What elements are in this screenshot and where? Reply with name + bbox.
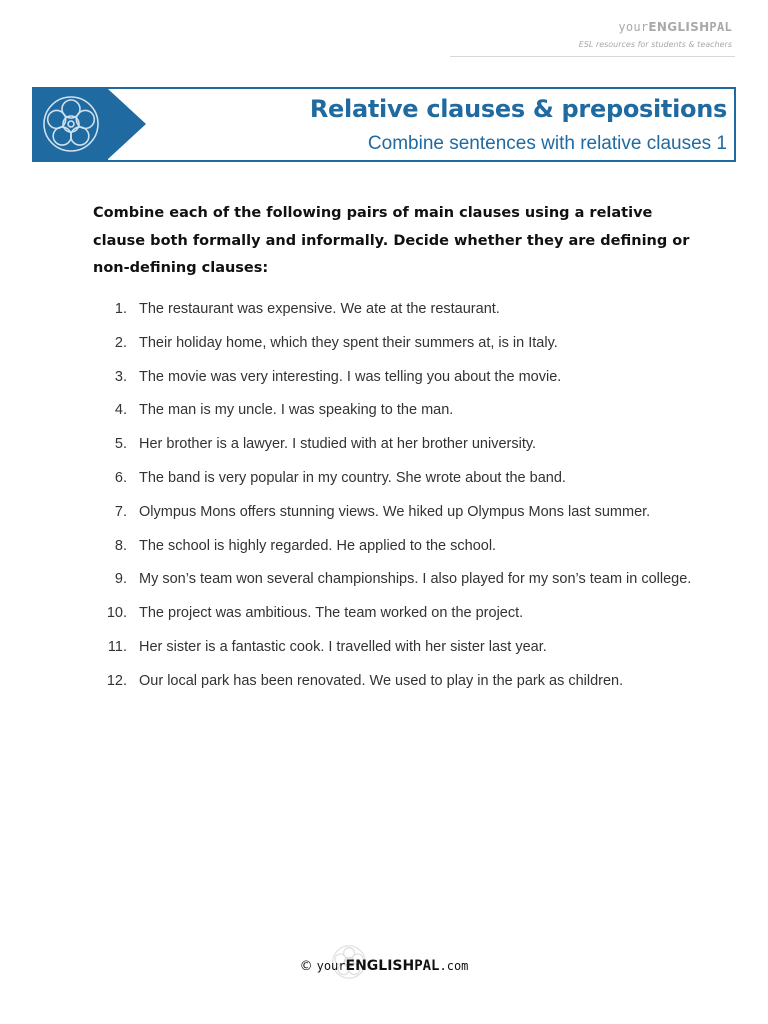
header-divider: [450, 56, 735, 57]
question-item: [93, 365, 693, 390]
question-item: [93, 466, 693, 491]
question-text: The man is my uncle. I was speaking to the man.: [139, 402, 454, 419]
page-title: Relative clauses & prepositions: [309, 95, 727, 123]
question-number: 12.: [106, 672, 127, 689]
question-text: The school is highly regarded. He applied to the school.: [139, 537, 497, 554]
question-text: The project was ambitious. The team worked on the project.: [139, 605, 524, 622]
header-brand: [579, 20, 732, 49]
question-number: 2.: [114, 334, 127, 351]
question-text: The band is very popular in my country. She wrote about the band.: [139, 469, 566, 486]
footer-copyright: [0, 958, 768, 974]
question-number: 10.: [106, 605, 127, 622]
question-text: Her sister is a fantastic cook. I travelled with her sister last year.: [139, 638, 547, 655]
question-text: The restaurant was expensive. We ate at the restaurant.: [139, 301, 500, 317]
question-item: [93, 669, 693, 694]
question-list: [93, 297, 693, 703]
question-number: 1.: [114, 301, 127, 317]
question-number: 6.: [114, 469, 127, 486]
brand-english: ENGLISH: [648, 20, 710, 34]
banner-emblem-panel: [34, 89, 108, 160]
question-number: 3.: [114, 368, 127, 385]
question-number: 5.: [114, 436, 127, 453]
brand-logo-text: [579, 20, 732, 34]
question-item: [93, 432, 693, 457]
brand-pal: PAL: [709, 20, 732, 34]
footer-suffix: .com: [439, 959, 469, 973]
brand-prefix: your: [618, 20, 649, 34]
question-text: My son’s team won several championships. I also played for my son’s team in college.: [139, 571, 692, 588]
copyright-symbol: ©: [299, 959, 313, 974]
question-number: 8.: [114, 537, 127, 554]
question-number: 11.: [107, 638, 127, 655]
question-text: Olympus Mons offers stunning views. We hiked up Olympus Mons last summer.: [139, 503, 651, 520]
question-item: [93, 297, 693, 322]
question-number: 7.: [114, 503, 127, 520]
question-item: [93, 500, 693, 525]
question-text: Her brother is a lawyer. I studied with at her brother university.: [139, 436, 537, 453]
footer-pal: PAL: [414, 958, 440, 974]
tudor-rose-icon: [41, 94, 101, 154]
question-text: Their holiday home, which they spent their summers at, is in Italy.: [139, 334, 558, 351]
brand-tagline: ESL resources for students & teachers: [578, 40, 732, 49]
question-item: [93, 398, 693, 423]
question-item: [93, 635, 693, 660]
footer-prefix: your: [316, 959, 346, 973]
question-item: [93, 534, 693, 559]
question-item: [93, 567, 693, 592]
instructions: Combine each of the following pairs of main clauses using a relative clause both formally and informally. Decide whether they are defining or non-defining clauses:: [93, 205, 690, 276]
banner-arrow: [108, 89, 146, 159]
footer-english: ENGLISH: [345, 958, 415, 974]
question-text: The movie was very interesting. I was telling you about the movie.: [139, 368, 562, 385]
question-number: 9.: [114, 571, 127, 588]
question-item: [93, 601, 693, 626]
question-item: [93, 331, 693, 356]
question-text: Our local park has been renovated. We used to play in the park as children.: [139, 672, 624, 689]
question-number: 4.: [114, 402, 127, 419]
page-subtitle: Combine sentences with relative clauses 1: [367, 133, 727, 154]
title-banner: [32, 87, 736, 162]
